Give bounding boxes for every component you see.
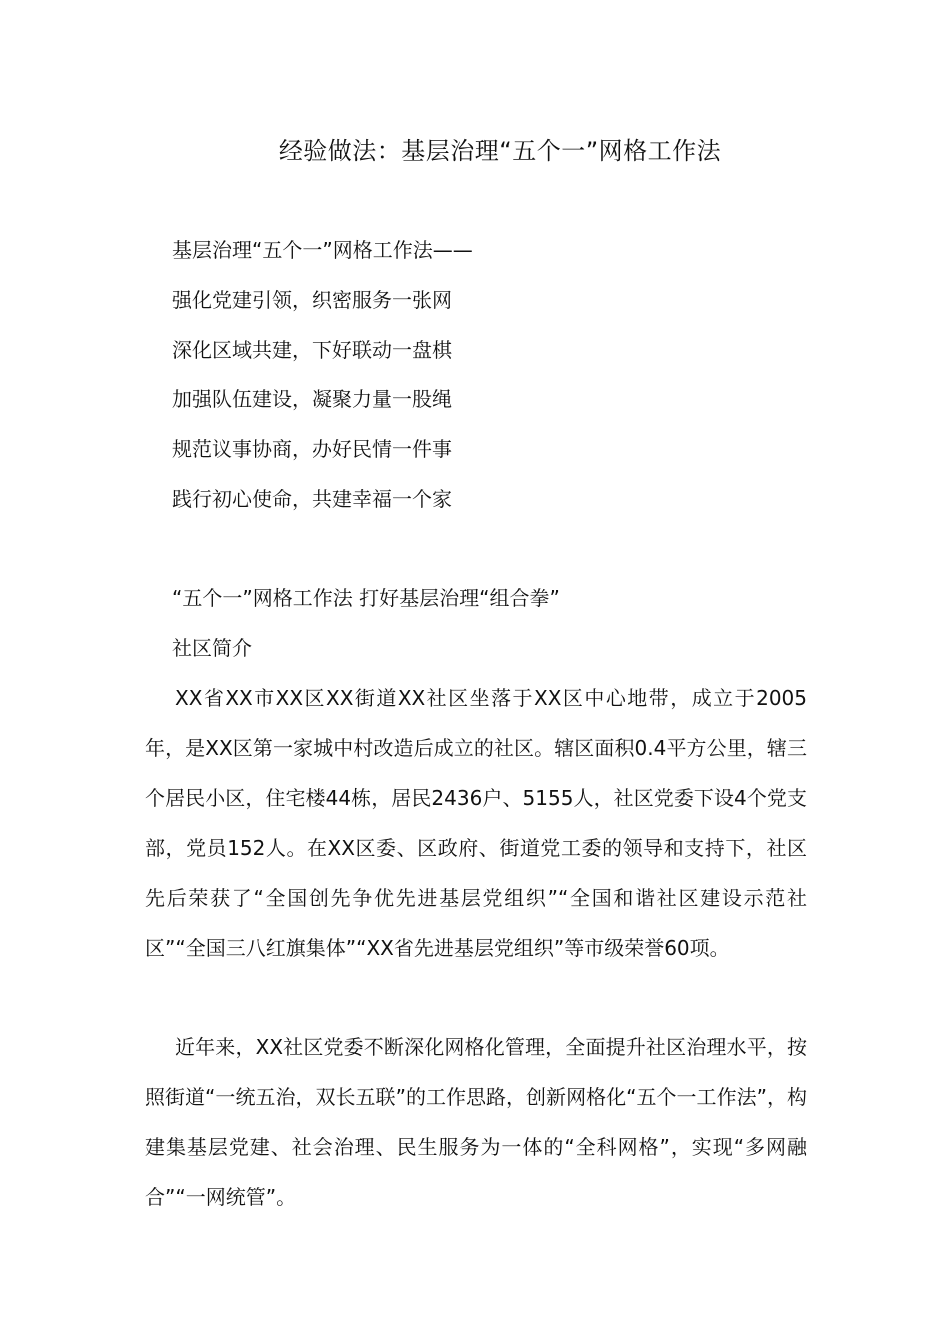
document-title: 经验做法：基层治理“五个一”网格工作法: [278, 137, 722, 165]
section-heading: 社区简介: [172, 636, 252, 660]
body-paragraph: XX省XX市XX区XX街道XX社区坐落于XX区中心地带，成立于2005年，是XX区第一家城中村改造后成立的社区。辖区面积0.4平方公里，辖三个居民小区，住宅楼44栋，居民2436户、5155人，社区党委下设4个党支部，党员152人。在XX区委、区政府、街道党工委的领导和支持下，社区先后荣获了“全国创先争优先进基层党组织”“全国和谐社区建设示范社区”“全国三八红旗集体”“XX省先进基层党组织”等市级荣誉60项。: [145, 686, 807, 960]
intro-line: 规范议事协商，办好民情一件事: [172, 437, 452, 461]
intro-line: 践行初心使命，共建幸福一个家: [172, 487, 452, 511]
intro-line: 强化党建引领，织密服务一张网: [172, 288, 452, 312]
section-subtitle: “五个一”网格工作法 打好基层治理“组合拳”: [172, 586, 560, 610]
intro-line: 深化区域共建，下好联动一盘棋: [172, 338, 452, 362]
body-paragraph: 近年来，XX社区党委不断深化网格化管理，全面提升社区治理水平，按照街道“一统五治，双长五联”的工作思路，创新网格化“五个一工作法”，构建集基层党建、社会治理、民生服务为一体的“全科网格”，实现“多网融合”“一网统管”。: [145, 1035, 807, 1209]
intro-line: 基层治理“五个一”网格工作法——: [172, 238, 473, 262]
intro-line: 加强队伍建设，凝聚力量一股绳: [172, 387, 452, 411]
